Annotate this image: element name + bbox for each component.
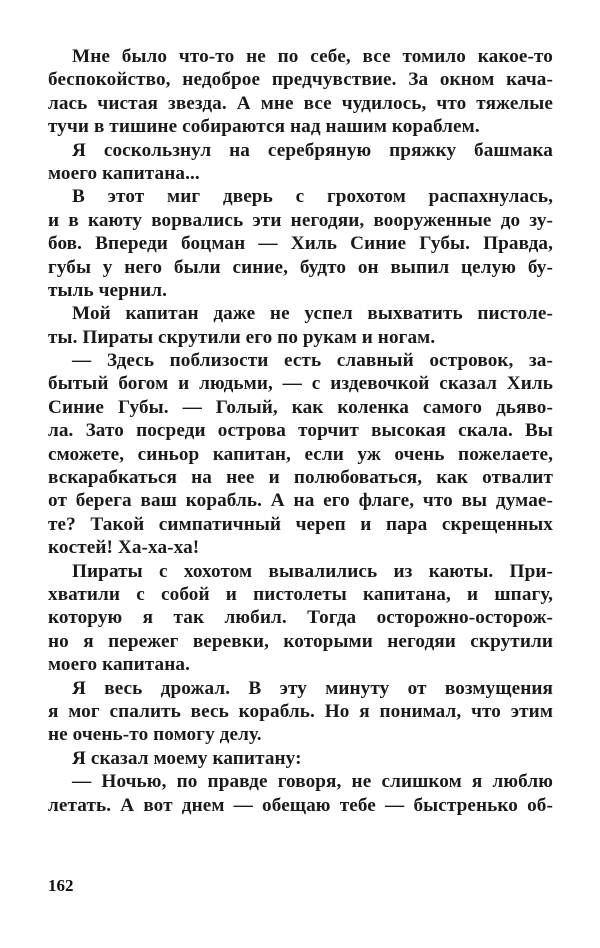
text-line: тыль чернил. <box>48 279 167 301</box>
text-line: Мой капитан даже не успел выхватить пистоле- <box>72 303 553 325</box>
text-line: ла. Зато посреди острова торчит высокая скала. Вы <box>48 420 553 442</box>
text-line: беспокойство, недоброе предчувствие. За окном кача- <box>48 69 553 91</box>
text-line: вскарабкаться на нее и полюбоваться, как отвалит <box>48 467 553 489</box>
text-line: ты. Пираты скрутили его по рукам и ногам. <box>48 326 436 348</box>
text-line: костей! Ха-ха-ха! <box>48 537 200 559</box>
text-line: не очень-то помогу делу. <box>48 724 262 746</box>
text-line: губы у него были синие, будто он выпил целую бу- <box>48 256 553 278</box>
text-line: моего капитана... <box>48 162 200 184</box>
text-line: — Здесь поблизости есть славный островок, за- <box>72 350 553 372</box>
text-line: те? Такой симпатичный череп и пара скрещенных <box>48 513 553 535</box>
text-line: Я весь дрожал. В эту минуту от возмущения <box>72 677 553 699</box>
text-line: В этот миг дверь с грохотом распахнулась, <box>72 186 553 208</box>
text-line: моего капитана. <box>48 654 190 676</box>
text-line: — Ночью, по правде говоря, не слишком я люблю <box>72 771 553 793</box>
text-line: но я пережег веревки, которыми негодяи скрутили <box>48 630 553 652</box>
text-line: Я соскользнул на серебряную пряжку башмака <box>72 139 553 161</box>
page-number: 162 <box>48 876 74 895</box>
text-line: бытый богом и людьми, — с издевочкой сказал Хиль <box>48 373 553 395</box>
text-line: Я сказал моему капитану: <box>72 747 302 769</box>
page-text-body <box>48 45 553 817</box>
text-line: сможете, синьор капитан, если уж очень пожелаете, <box>48 443 553 465</box>
text-line: Мне было что-то не по себе, все томило какое-то <box>72 46 553 67</box>
text-line: хватили с собой и пистолеты капитана, и шпагу, <box>48 583 553 605</box>
text-line: бов. Впереди боцман — Хиль Синие Губы. Правда, <box>48 233 553 255</box>
text-line: и в каюту ворвались эти негодяи, вооруженные до зу- <box>48 209 553 231</box>
text-line: летать. А вот днем — обещаю тебе — быстренько об- <box>48 794 553 816</box>
text-line: тучи в тишине собираются над нашим кораблем. <box>48 116 480 138</box>
text-line: Пираты с хохотом вывалились из каюты. При- <box>72 560 553 582</box>
text-line: от берега ваш корабль. А на его флаге, что вы думае- <box>48 490 553 512</box>
text-line: Синие Губы. — Голый, как коленка самого дьяво- <box>48 396 553 418</box>
text-line: я мог спалить весь корабль. Но я понимал, что этим <box>48 700 553 722</box>
text-line: лась чистая звезда. А мне все чудилось, что тяжелые <box>48 92 553 114</box>
text-line: которую я так любил. Тогда осторожно-осторож- <box>48 607 553 629</box>
